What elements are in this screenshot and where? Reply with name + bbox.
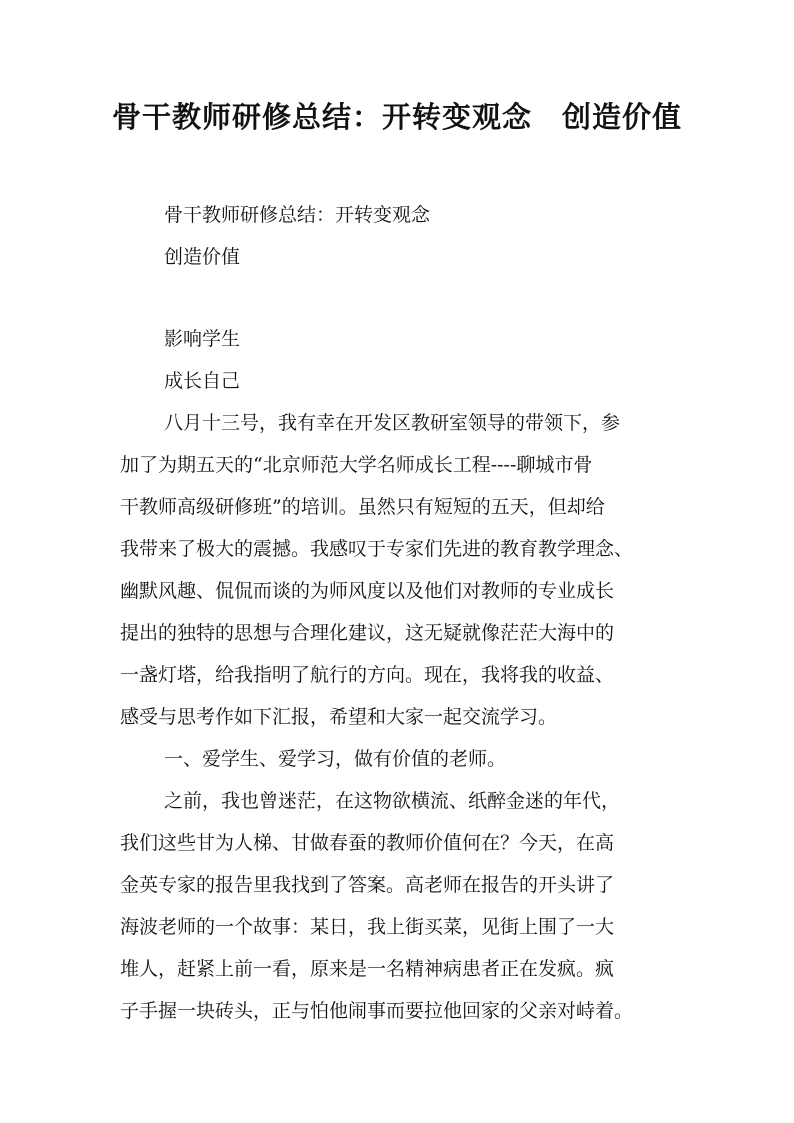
- heading-grow-self: 成长自己: [164, 370, 241, 392]
- section-heading-1: 一、爱学生、爱学习，做有价值的老师。: [164, 748, 507, 770]
- paragraph-1-line: 提出的独特的思想与合理化建议，这无疑就像茫茫大海中的: [120, 622, 615, 644]
- document-title: 骨干教师研修总结：开转变观念 创造价值: [111, 100, 682, 134]
- subtitle-line-1: 骨干教师研修总结：开转变观念: [164, 204, 431, 226]
- paragraph-2-line: 堆人，赶紧上前一看，原来是一名精神病患者正在发疯。疯: [120, 958, 615, 980]
- paragraph-1-line: 感受与思考作如下汇报，希望和大家一起交流学习。: [120, 706, 558, 728]
- paragraph-2-line: 之前，我也曾迷茫，在这物欲横流、纸醉金迷的年代，: [164, 790, 621, 812]
- paragraph-1-line: 我带来了极大的震撼。我感叹于专家们先进的教育教学理念、: [120, 538, 634, 560]
- paragraph-1-line: 八月十三号，我有幸在开发区教研室领导的带领下，参: [164, 412, 621, 434]
- subtitle-line-2: 创造价值: [164, 246, 241, 268]
- paragraph-2-line: 我们这些甘为人梯、甘做春蚕的教师价值何在？今天，在高: [120, 832, 615, 854]
- paragraph-1-line: 加了为期五天的“北京师范大学名师成长工程----聊城市骨: [120, 454, 593, 476]
- paragraph-2-line: 金英专家的报告里我找到了答案。高老师在报告的开头讲了: [120, 874, 615, 896]
- paragraph-2-line: 子手握一块砖头，正与怕他闹事而要拉他回家的父亲对峙着。: [120, 1000, 634, 1022]
- paragraph-1-line: 一盏灯塔，给我指明了航行的方向。现在，我将我的收益、: [120, 664, 615, 686]
- heading-influence-students: 影响学生: [164, 328, 241, 350]
- paragraph-1-line: 干教师高级研修班”的培训。虽然只有短短的五天，但却给: [120, 496, 605, 518]
- paragraph-1-line: 幽默风趣、侃侃而谈的为师风度以及他们对教师的专业成长: [120, 580, 615, 602]
- paragraph-2-line: 海波老师的一个故事：某日，我上街买菜，见街上围了一大: [120, 916, 615, 938]
